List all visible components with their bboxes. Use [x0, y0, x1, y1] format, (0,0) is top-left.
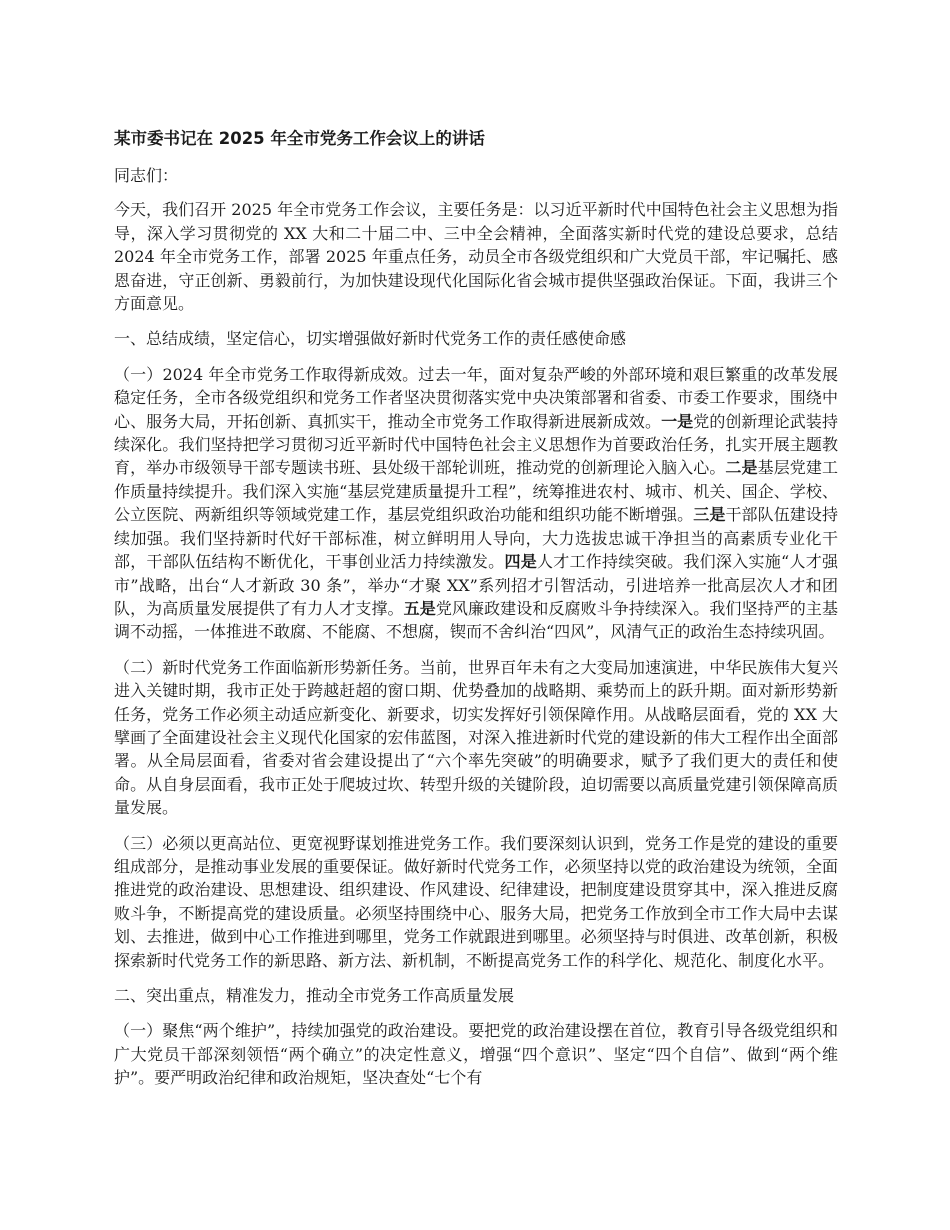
- paragraph-text: 人才工作持续突破。我们深入实施“人才强市”战略，出台“人才新政 30 条”，举办“才聚 XX”系列招才引智活动，引进培养一批高层次人才和团队，为高质量发展提供了有力人才支撑。: [114, 552, 838, 618]
- salutation: 同志们：: [114, 166, 179, 185]
- section-heading-1: 一、总结成绩，坚定信心，切实增强做好新时代党务工作的责任感使命感: [114, 329, 627, 349]
- document-body: [114, 127, 838, 1102]
- paragraph-text: 党的创新理论武装持续深化。我们坚持把学习贯彻习近平新时代中国特色社会主义思想作为首要政治任务，扎实开展主题教育，举办市级领导干部专题读书班、县处级干部轮训班，推动党的创新理论入脑入心。: [114, 411, 838, 478]
- paragraph-two-safeguards: （一）聚焦“两个维护”，持续加强党的政治建设。要把党的政治建设摆在首位，教育引导各级党组织和广大党员干部深刻领悟“两个确立”的决定性意义，增强“四个意识”、坚定“四个自信”、做到“两个维护”。要严明政治纪律和政治规矩，坚决查处“七个有: [114, 1021, 838, 1088]
- paragraph-new-situation: （二）新时代党务工作面临新形势新任务。当前，世界百年未有之大变局加速演进，中华民族伟大复兴进入关键时期，我市正处于跨越赶超的窗口期、优势叠加的战略期、乘势而上的跃升期。面对新形势新任务，党务工作必须主动适应新变化、新要求，切实发挥好引领保障作用。从战略层面看，党的 XX 大擘画了全面建设社会主义现代化国家的宏伟蓝图，对深入推进新时代党的建设新的伟大工程作出全面部署。从全局层面看，省委对省会建设提出了“六个率先突破”的明确要求，赋予了我们更大的责任和使命。从自身层面看，我市正处于爬坡过坎、转型升级的关键阶段，迫切需要以高质量党建引领保障高质量发展。: [114, 657, 838, 818]
- paragraph-opening: （一）2024 年全市党务工作取得新成效。过去一年，面对复杂严峻的外部环境和艰巨繁重的改革发展稳定任务，全市各级党组织和党务工作者坚决贯彻落实党中央决策部署和省委、市委工作要求，围绕中心、服务大局，开拓创新、真抓实干，推动全市党务工作取得新进展新成效。: [114, 364, 838, 431]
- intro-paragraph: 今天，我们召开 2025 年全市党务工作会议，主要任务是：以习近平新时代中国特色社会主义思想为指导，深入学习贯彻党的 XX 大和二十届二中、三中全会精神，全面落实新时代党的建设总要求，总结 2024 年全市党务工作，部署 2025 年重点任务，动员全市各级党组织和广大党员干部，牢记嘱托、感恩奋进，守正创新、勇毅前行，为加快建设现代化国际化省会城市提供坚强政治保证。下面，我讲三个方面意见。: [114, 200, 838, 314]
- lead-marker: 五是: [403, 598, 436, 618]
- lead-marker: 三是: [693, 505, 726, 525]
- document-title: 某市委书记在 2025 年全市党务工作会议上的讲话: [114, 129, 485, 148]
- lead-marker: 一是: [661, 411, 694, 431]
- paragraph-achievements: [114, 363, 838, 644]
- section-heading-2: 二、突出重点，精准发力，推动全市党务工作高质量发展: [114, 986, 515, 1005]
- lead-marker: 四是: [504, 552, 537, 572]
- lead-marker: 二是: [725, 458, 758, 478]
- paragraph-text: 干部队伍建设持续加强。我们坚持新时代好干部标准，树立鲜明用人导向，大力选拔忠诚干净担当的高素质专业化干部，干部队伍结构不断优化，干事创业活力持续激发。: [114, 505, 838, 572]
- paragraph-higher-standpoint: （三）必须以更高站位、更宽视野谋划推进党务工作。我们要深刻认识到，党务工作是党的建设的重要组成部分，是推动事业发展的重要保证。做好新时代党务工作，必须坚持以党的政治建设为统领，全面推进党的政治建设、思想建设、组织建设、作风建设、纪律建设，把制度建设贯穿其中，深入推进反腐败斗争，不断提高党的建设质量。必须坚持围绕中心、服务大局，把党务工作放到全市工作大局中去谋划、去推进，做到中心工作推进到哪里，党务工作就跟进到哪里。必须坚持与时俱进、改革创新，积极探索新时代党务工作的新思路、新方法、新机制，不断提高党务工作的科学化、规范化、制度化水平。: [114, 833, 838, 970]
- paragraph-text: 基层党建工作质量持续提升。我们深入实施“基层党建质量提升工程”，统筹推进农村、城市、机关、国企、学校、公立医院、两新组织等领域党建工作，基层党组织政治功能和组织功能不断增强。: [114, 458, 838, 525]
- paragraph-text: 党风廉政建设和反腐败斗争持续深入。我们坚持严的主基调不动摇，一体推进不敢腐、不能腐、不想腐，锲而不舍纠治“四风”，风清气正的政治生态持续巩固。: [114, 598, 838, 642]
